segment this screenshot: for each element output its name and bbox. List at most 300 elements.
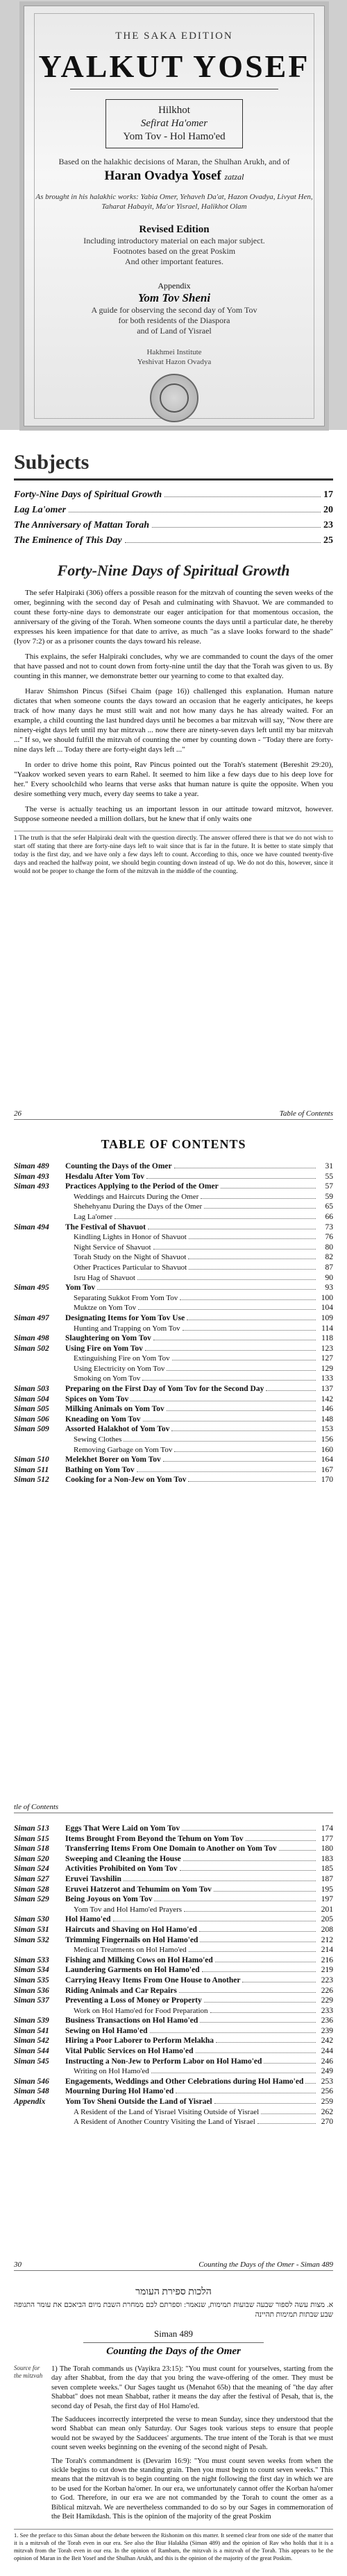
dot-leader bbox=[183, 1330, 316, 1331]
siman-paragraph: The Sadducees incorrectly interpreted the verse to mean Sunday, since they understood that the word Shabbat can mean only Saturday. Our Sages took various steps to ensure that people would not be swayed by the Sadducees' arguments. The true intent of the Torah is that we must count seven weeks beginning on the evening of the second night of Pesah. bbox=[51, 2416, 333, 2452]
essay-paragraph: In order to drive home this point, Rav Pincus pointed out the Torah's statement (Bereshit 29:20), "Yaakov worked seven years to earn Rahel. It seemed to him like a few days due to his deep love for her." Every schoolchild who learns that verse asks that human nature is quite the opposite. When you desire something very much, every day seems to take a year. bbox=[14, 761, 333, 798]
essay-section bbox=[14, 562, 333, 881]
toc-entry[interactable] bbox=[14, 2046, 333, 2057]
toc-siman: Siman 544 bbox=[14, 2047, 49, 2056]
toc-title: Hol Hamo'ed bbox=[65, 1915, 111, 1924]
cover-box-line: Hilkhot bbox=[158, 105, 190, 116]
subject-page: 23 bbox=[323, 520, 333, 530]
subject-page: 17 bbox=[323, 490, 333, 500]
toc-page: 148 bbox=[321, 1415, 333, 1424]
toc-title: Designating Items for Yom Tov Use bbox=[65, 1313, 185, 1322]
toc-siman: Siman 495 bbox=[14, 1283, 49, 1293]
toc-title: A Resident of the Land of Yisrael Visiting Outside of Yisrael bbox=[74, 2107, 260, 2116]
essay-paragraph: The sefer Halpiraki (306) offers a possible reason for the mitzvah of counting the seven weeks of the omer, beginning with the second day of Pesah and culminating with Shavuot. We are commanded to count these forty-nine days to demonstrate our eager anticipation for that momentous occasion, the anniversary of the giving of the Torah. When someone counts the days until a particular date, he thereby expresses his keen impatience for that date to arrive, as much "as a slave looks forward to the shade" (Iyov 7:2) or as a prisoner counts the days toward his release. bbox=[14, 589, 333, 646]
dot-leader bbox=[189, 1951, 316, 1952]
toc-page: 253 bbox=[321, 2077, 333, 2086]
toc-page: 223 bbox=[321, 1976, 333, 1985]
dot-leader bbox=[279, 1850, 316, 1851]
toc-entry[interactable] bbox=[14, 1834, 333, 1844]
dot-leader bbox=[184, 1911, 316, 1912]
dot-leader bbox=[138, 1309, 316, 1310]
siman-489-page bbox=[14, 2281, 333, 2562]
toc-entry[interactable] bbox=[14, 2016, 333, 2026]
toc-title: Eruvei Tavshilin bbox=[65, 1874, 121, 1883]
subject-title: Forty-Nine Days of Spiritual Growth bbox=[14, 490, 162, 500]
toc-title: Hunting and Trapping on Yom Tov bbox=[74, 1324, 180, 1333]
dot-leader bbox=[163, 1461, 316, 1462]
toc-entry[interactable] bbox=[14, 1945, 333, 1955]
toc-title: Extinguishing Fire on Yom Tov bbox=[74, 1354, 170, 1363]
cover-edition: THE SAKA EDITION bbox=[115, 31, 233, 42]
subject-entry[interactable] bbox=[14, 503, 333, 518]
toc-entry[interactable] bbox=[14, 1182, 333, 1192]
toc-title: Yom Tov and Hol Hamo'ed Prayers bbox=[74, 1905, 183, 1914]
essay-heading: Forty-Nine Days of Spiritual Growth bbox=[57, 562, 290, 579]
toc-page: 244 bbox=[321, 2047, 333, 2056]
siman-footnote: 1. See the preface to this Siman about the debate between the Rishonim on this matter. It seemed clear from one side of the matter that it is a mitzvah of the Torah even in our era. See also the Biur Halakha (Siman 489) and the opinion of Rav who holds that it is a mitzvah from the Torah even in our era. In the opinion of Rambam, the mitzvah is a mitzvah of the Torah. This appears to be the opinion of Maran in the Beit Yosef and the Shulhan Arukh, and this is the opinion of the majority of the great Poskim. bbox=[14, 2529, 333, 2562]
toc-entry[interactable] bbox=[14, 1283, 333, 1293]
toc-title: Separating Sukkot From Yom Tov bbox=[74, 1293, 178, 1302]
cover-revised-heading: Revised Edition bbox=[139, 224, 210, 235]
cover-sources: As brought in his halakhic works: Yabia Omer, Yehaveh Da'at, Hazon Ovadya, Livyat Hen, Taharat Habayit, Ma'or Yisrael, Halikhot Olam bbox=[35, 193, 313, 211]
toc-page: 118 bbox=[321, 1334, 333, 1343]
dot-leader bbox=[189, 1238, 316, 1239]
toc-title: Riding Animals and Car Repairs bbox=[65, 1986, 177, 1995]
toc-title: Melekhet Borer on Yom Tov bbox=[65, 1455, 161, 1464]
toc-entry[interactable] bbox=[14, 1243, 333, 1253]
toc-page: 153 bbox=[321, 1425, 333, 1434]
toc-page: 156 bbox=[321, 1435, 333, 1444]
toc-entry[interactable] bbox=[14, 1252, 333, 1263]
toc-page: 262 bbox=[321, 2107, 333, 2116]
toc-page: 57 bbox=[325, 1182, 333, 1191]
dot-leader bbox=[182, 1830, 316, 1831]
toc-title: Kindling Lights in Honor of Shavuot bbox=[74, 1233, 187, 1242]
dot-leader bbox=[183, 1860, 316, 1861]
dot-leader bbox=[201, 1198, 316, 1199]
toc-page: 185 bbox=[321, 1865, 333, 1874]
dot-leader bbox=[200, 2022, 316, 2023]
dot-leader bbox=[210, 2012, 316, 2013]
toc-siman: Appendix bbox=[14, 2098, 46, 2107]
toc-entry[interactable] bbox=[14, 1303, 333, 1313]
dot-leader bbox=[188, 1481, 316, 1482]
toc-page: 226 bbox=[321, 1986, 333, 1995]
toc-heading: TABLE OF CONTENTS bbox=[101, 1137, 246, 1151]
toc-page: 180 bbox=[321, 1844, 333, 1853]
toc-page: 201 bbox=[321, 1905, 333, 1914]
toc-siman: Siman 512 bbox=[14, 1476, 49, 1485]
toc-page: 205 bbox=[321, 1915, 333, 1924]
cover-box-line: Yom Tov - Hol Hamo'ed bbox=[123, 131, 226, 142]
toc-title: Cooking for a Non-Jew on Yom Tov bbox=[65, 1476, 187, 1485]
toc-page: 229 bbox=[321, 1996, 333, 2005]
toc-entry[interactable] bbox=[14, 2117, 333, 2127]
subject-entry[interactable] bbox=[14, 487, 333, 503]
dot-leader bbox=[97, 1289, 316, 1290]
toc-entry[interactable] bbox=[14, 1374, 333, 1384]
toc-page: 259 bbox=[321, 2098, 333, 2107]
dot-leader bbox=[137, 1279, 316, 1280]
toc-page: 170 bbox=[321, 1476, 333, 1485]
toc-entry[interactable] bbox=[14, 1894, 333, 1905]
toc-siman: Siman 528 bbox=[14, 1885, 49, 1894]
toc-title: Assorted Halakhot of Yom Tov bbox=[65, 1425, 170, 1434]
toc-entry[interactable] bbox=[14, 1161, 333, 1172]
toc-entry[interactable] bbox=[14, 1232, 333, 1243]
toc-title: The Festival of Shavuot bbox=[65, 1222, 146, 1231]
toc-page: 197 bbox=[321, 1895, 333, 1904]
toc-entry[interactable] bbox=[14, 1874, 333, 1885]
toc-title: Spices on Yom Tov bbox=[65, 1394, 129, 1403]
cover-box-line: Sefirat Ha'omer bbox=[140, 118, 208, 129]
toc-title: Being Joyous on Yom Tov bbox=[65, 1895, 153, 1904]
toc-title: Writing on Hol Hamo'ed bbox=[74, 2067, 149, 2076]
toc-entry[interactable] bbox=[14, 1435, 333, 1445]
toc-entry[interactable] bbox=[14, 1172, 333, 1182]
toc-page: 80 bbox=[325, 1243, 333, 1252]
toc-entry[interactable] bbox=[14, 2097, 333, 2107]
toc-title: Yom Tov Sheni Outside the Land of Yisrael bbox=[65, 2098, 212, 2107]
dot-leader bbox=[246, 1840, 316, 1841]
toc-entry[interactable] bbox=[14, 1824, 333, 1834]
toc-title: Torah Study on the Night of Shavuot bbox=[74, 1253, 187, 1262]
toc-siman: Siman 530 bbox=[14, 1915, 49, 1924]
toc-entry[interactable] bbox=[14, 1445, 333, 1455]
subject-title: Lag La'omer bbox=[14, 505, 67, 515]
toc-page: 246 bbox=[321, 2057, 333, 2066]
toc-page: 133 bbox=[321, 1374, 333, 1383]
toc-entry[interactable] bbox=[14, 1293, 333, 1304]
toc-title: Engagements, Weddings and Other Celebrations during Hol Hamo'ed bbox=[65, 2077, 304, 2086]
toc-page: 31 bbox=[325, 1162, 333, 1170]
toc-siman: Siman 535 bbox=[14, 1976, 49, 1985]
toc-page: 66 bbox=[325, 1212, 333, 1221]
toc-entry[interactable] bbox=[14, 1996, 333, 2006]
toc-siman: Siman 511 bbox=[14, 1465, 49, 1474]
toc-title: Isru Hag of Shavuot bbox=[74, 1273, 135, 1282]
publisher-seal-icon bbox=[150, 374, 198, 422]
toc-title: Removing Garbage on Yom Tov bbox=[74, 1445, 173, 1454]
toc-page: 160 bbox=[321, 1445, 333, 1454]
siman-paragraph: The Torah's commandment is (Devarim 16:9): "You must count seven weeks from when the sickle begins to cut down the standing grain. Then you must begin to count seven weeks." This means that the mitzvah is to begin counting on the night following the first day in which we are to be used for the Korban ha'omer. In our era, we unfortunately cannot offer the Korban ha'omer to God. Therefore, in our era we are not commanded by the Torah to count the omer as a Biblical mitzvah. We are nevertheless commanded to do so by our Sages in commemoration of the Beit Hamikdash. This is the opinion of the majority of the great Poskim bbox=[51, 2457, 333, 2521]
toc-page: 233 bbox=[321, 2006, 333, 2015]
toc-siman: Siman 520 bbox=[14, 1854, 49, 1863]
toc-entry[interactable] bbox=[14, 1324, 333, 1334]
toc-title: Slaughtering on Yom Tov bbox=[65, 1334, 151, 1343]
toc-entry[interactable] bbox=[14, 1976, 333, 1986]
toc-page: 76 bbox=[325, 1233, 333, 1242]
toc-page: 137 bbox=[321, 1385, 333, 1394]
toc-page: 90 bbox=[325, 1273, 333, 1282]
toc-page: 174 bbox=[321, 1824, 333, 1833]
toc-entry[interactable] bbox=[14, 1192, 333, 1202]
toc-entry[interactable] bbox=[14, 2006, 333, 2016]
dot-leader bbox=[137, 1471, 316, 1472]
toc-title: Vital Public Services on Hol Hamo'ed bbox=[65, 2047, 194, 2056]
toc-siman: Siman 532 bbox=[14, 1935, 49, 1944]
toc-siman: Siman 518 bbox=[14, 1844, 49, 1853]
essay-footnote: 1 The truth is that the sefer Halpiraki dealt with the question directly. The answer offered there is that we do not wish to start off stating that there are forty-nine days left to wait since that is far in the future. It is better to state simply that today is the first day, and we have only a few days left to count. According to this, once we have counted twenty-five days and reached the halfway point, we should begin counting down instead of up. We do not do this, however, since it would not be proper to change the form of the mitzvah in the middle of the counting. bbox=[14, 831, 333, 876]
toc-entry[interactable] bbox=[14, 1344, 333, 1354]
toc-title: Trimming Fingernails on Hol Hamo'ed bbox=[65, 1935, 198, 1944]
dot-leader bbox=[180, 1870, 316, 1871]
toc-entry[interactable] bbox=[14, 1885, 333, 1895]
dot-leader bbox=[264, 2063, 316, 2064]
toc-siman: Siman 546 bbox=[14, 2077, 49, 2086]
toc-page: 177 bbox=[321, 1834, 333, 1843]
hebrew-text: א. מצות עשה לספור שבעה שבועות תמימות, שנאמר: וספרתם לכם ממחרת השבת מיום הביאכם את עומר התנופה שבע שבתות תמימות תהיינה bbox=[14, 2301, 333, 2319]
toc-siman: Siman 493 bbox=[14, 1172, 49, 1181]
toc-siman: Siman 498 bbox=[14, 1334, 49, 1343]
toc-title: Sewing Clothes bbox=[74, 1435, 122, 1444]
toc-entry[interactable] bbox=[14, 1202, 333, 1212]
dot-leader bbox=[196, 2052, 316, 2053]
toc-entry[interactable] bbox=[14, 1986, 333, 1996]
toc-entry[interactable] bbox=[14, 1935, 333, 1946]
toc-entry[interactable] bbox=[14, 1465, 333, 1476]
toc-siman: Siman 489 bbox=[14, 1162, 49, 1170]
toc-page: 114 bbox=[321, 1324, 333, 1333]
dot-leader bbox=[204, 2002, 316, 2003]
toc-entry[interactable] bbox=[14, 2066, 333, 2077]
toc-siman: Siman 497 bbox=[14, 1313, 49, 1322]
toc-entry[interactable] bbox=[14, 1455, 333, 1465]
toc-page: 195 bbox=[321, 1885, 333, 1894]
subject-title: The Anniversary of Mattan Torah bbox=[14, 520, 149, 530]
toc-siman: Siman 509 bbox=[14, 1425, 49, 1434]
cover-appendix-title: Yom Tov Sheni bbox=[137, 291, 211, 304]
toc-title: Work on Hol Hamo'ed for Food Preparation bbox=[74, 2006, 208, 2015]
toc-entry[interactable] bbox=[14, 2036, 333, 2046]
toc-entry[interactable] bbox=[14, 1955, 333, 1966]
toc-title: Haircuts and Shaving on Hol Hamo'ed bbox=[65, 1925, 197, 1934]
toc-entry[interactable] bbox=[14, 1925, 333, 1935]
siman-label: Siman 489 bbox=[154, 2328, 193, 2339]
toc-entry[interactable] bbox=[14, 1354, 333, 1364]
toc-title: Hesdalu After Yom Tov bbox=[65, 1172, 145, 1181]
toc-entry[interactable] bbox=[14, 1404, 333, 1415]
toc-title: Mourning During Hol Hamo'ed bbox=[65, 2087, 174, 2096]
subject-entry[interactable] bbox=[14, 533, 333, 548]
toc-siman: Siman 524 bbox=[14, 1865, 49, 1874]
toc-entry[interactable] bbox=[14, 1333, 333, 1344]
toc-page: 214 bbox=[321, 1946, 333, 1955]
dot-leader bbox=[305, 2083, 316, 2084]
cover-appendix-label: Appendix bbox=[158, 281, 191, 291]
toc-title: Activities Prohibited on Yom Tov bbox=[65, 1865, 178, 1874]
dot-leader bbox=[204, 1208, 316, 1209]
toc-entry[interactable] bbox=[14, 1424, 333, 1435]
toc-entry[interactable] bbox=[14, 1844, 333, 1854]
toc-title: Practices Applying to the Period of the Omer bbox=[65, 1182, 219, 1191]
toc-page: 236 bbox=[321, 2016, 333, 2025]
dot-leader bbox=[179, 1992, 316, 1993]
toc-siman: Siman 539 bbox=[14, 2016, 49, 2025]
toc-entry[interactable] bbox=[14, 1273, 333, 1283]
toc-entry[interactable] bbox=[14, 2086, 333, 2097]
toc-title: Preparing on the First Day of Yom Tov for the Second Day bbox=[65, 1385, 264, 1394]
toc-title: Using Fire on Yom Tov bbox=[65, 1344, 143, 1353]
toc-page: 242 bbox=[321, 2037, 333, 2046]
toc-title: Eggs That Were Laid on Yom Tov bbox=[65, 1824, 180, 1833]
toc-title: Milking Animals on Yom Tov bbox=[65, 1405, 164, 1414]
siman-title: Counting the Days of the Omer bbox=[106, 2346, 241, 2357]
toc-title: Muktze on Yom Tov bbox=[74, 1304, 137, 1313]
toc-entry[interactable] bbox=[14, 1864, 333, 1874]
dot-leader bbox=[164, 496, 321, 497]
toc-entry[interactable] bbox=[14, 2107, 333, 2118]
toc-siman: Siman 529 bbox=[14, 1895, 49, 1904]
toc-entry[interactable] bbox=[14, 1854, 333, 1865]
toc-siman: Siman 545 bbox=[14, 2057, 49, 2066]
toc-page: 219 bbox=[321, 1966, 333, 1975]
toc-title: Lag La'omer bbox=[74, 1212, 113, 1221]
toc-entry[interactable] bbox=[14, 2057, 333, 2067]
essay-paragraph: This explains, the sefer Halpiraki concludes, why we are commanded to count the days of the omer that have passed and not to count down from forty-nine until the day that the Torah was given to us. By counting in this manner, we demonstrate better our yearning to come to that exalted day. bbox=[14, 652, 333, 680]
toc-page: 183 bbox=[321, 1854, 333, 1863]
toc-title: Instructing a Non-Jew to Perform Labor on Hol Hamo'ed bbox=[65, 2057, 262, 2066]
toc-entry[interactable] bbox=[14, 1415, 333, 1425]
toc-title: Shehehyanu During the Days of the Omer bbox=[74, 1202, 203, 1211]
toc-title: Using Electricity on Yom Tov bbox=[74, 1364, 165, 1373]
toc-entry[interactable] bbox=[14, 2026, 333, 2037]
toc-entry[interactable] bbox=[14, 1222, 333, 1233]
subjects-heading: Subjects bbox=[14, 451, 90, 474]
toc-siman: Siman 548 bbox=[14, 2087, 49, 2096]
dot-leader bbox=[214, 1891, 316, 1892]
toc-page: 65 bbox=[325, 1202, 333, 1211]
toc-entry[interactable] bbox=[14, 1394, 333, 1405]
toc-page: 249 bbox=[321, 2067, 333, 2076]
dot-leader bbox=[153, 1249, 316, 1250]
toc-page: 87 bbox=[325, 1263, 333, 1272]
cover-title: YALKUT YOSEF bbox=[38, 49, 310, 84]
toc-entry[interactable] bbox=[14, 1905, 333, 1915]
dot-leader bbox=[125, 542, 321, 543]
table-of-contents-continued bbox=[14, 1824, 333, 2127]
toc-siman: Siman 541 bbox=[14, 2026, 49, 2035]
toc-title: Eruvei Hatzerot and Tehumim on Yom Tov bbox=[65, 1885, 212, 1894]
toc-page: 55 bbox=[325, 1172, 333, 1181]
cover-revised-line: Including introductory material on each major subject. bbox=[83, 236, 265, 245]
dot-leader bbox=[150, 2032, 316, 2033]
page-header: tle of Contents bbox=[14, 1803, 333, 1813]
toc-title: Transferring Items From One Domain to Another on Yom Tov bbox=[65, 1844, 277, 1853]
toc-page: 109 bbox=[321, 1313, 333, 1322]
toc-title: Business Transactions on Hol Hamo'ed bbox=[65, 2016, 198, 2025]
toc-siman: Siman 515 bbox=[14, 1834, 49, 1843]
toc-title: Carrying Heavy Items From One House to Another bbox=[65, 1976, 241, 1985]
toc-page: 100 bbox=[321, 1293, 333, 1302]
toc-title: Kneading on Yom Tov bbox=[65, 1415, 141, 1424]
toc-siman: Siman 542 bbox=[14, 2037, 49, 2046]
cover-revised-line: And other important features. bbox=[125, 257, 223, 266]
toc-entry[interactable] bbox=[14, 1384, 333, 1394]
toc-siman: Siman 513 bbox=[14, 1824, 49, 1833]
toc-siman: Siman 536 bbox=[14, 1986, 49, 1995]
toc-title: Medical Treatments on Hol Hamo'ed bbox=[74, 1946, 187, 1955]
essay-paragraph: The verse is actually teaching us an important lesson in our attitude toward mitzvot, however. Suppose someone needed a million dollars, but he knew that if only waits one bbox=[14, 805, 333, 823]
toc-title: Counting the Days of the Omer bbox=[65, 1162, 172, 1170]
dot-leader bbox=[266, 1390, 316, 1391]
page-header: 30 Counting the Days of the Omer - Siman 489 bbox=[14, 2261, 333, 2271]
toc-page: 212 bbox=[321, 1935, 333, 1944]
toc-page: 73 bbox=[325, 1222, 333, 1231]
dot-leader bbox=[146, 1178, 316, 1179]
toc-title: Sewing on Hol Hamo'ed bbox=[65, 2026, 148, 2035]
toc-title: Fishing and Milking Cows on Hol Hamo'ed bbox=[65, 1955, 213, 1964]
cover-appendix-line: and of Land of Yisrael bbox=[137, 326, 212, 336]
dot-leader bbox=[257, 2123, 316, 2124]
cover-subject-box bbox=[105, 99, 242, 148]
toc-title: Night Service of Shavuot bbox=[74, 1243, 151, 1252]
toc-entry[interactable] bbox=[14, 1475, 333, 1485]
toc-entry[interactable] bbox=[14, 1212, 333, 1222]
page-header: 26 Table of Contents bbox=[14, 1109, 333, 1120]
toc-entry[interactable] bbox=[14, 1263, 333, 1273]
toc-title: Weddings and Haircuts During the Omer bbox=[74, 1192, 199, 1201]
toc-siman: Siman 494 bbox=[14, 1222, 49, 1231]
toc-siman: Siman 506 bbox=[14, 1415, 49, 1424]
toc-title: Hiring a Poor Laborer to Perform Melakha bbox=[65, 2037, 214, 2046]
cover-publisher: Hakhmei Institute Yeshivat Hazon Ovadya bbox=[137, 348, 212, 366]
margin-note: Source for the mitzvah bbox=[14, 2365, 43, 2379]
toc-entry[interactable] bbox=[14, 1965, 333, 1976]
toc-siman: Siman 493 bbox=[14, 1182, 49, 1191]
toc-page: 104 bbox=[321, 1304, 333, 1313]
dot-leader bbox=[202, 1971, 316, 1972]
toc-entry[interactable] bbox=[14, 1914, 333, 1925]
cover-based-on: Based on the halakhic decisions of Maran, the Shulhan Arukh, and of bbox=[58, 157, 290, 166]
dot-leader bbox=[167, 1370, 316, 1371]
toc-page: 142 bbox=[321, 1394, 333, 1403]
book-cover bbox=[0, 0, 347, 430]
toc-page: 239 bbox=[321, 2026, 333, 2035]
toc-siman: Siman 537 bbox=[14, 1996, 49, 2005]
toc-entry[interactable] bbox=[14, 2077, 333, 2087]
cover-panel bbox=[24, 6, 325, 426]
toc-page: 82 bbox=[325, 1253, 333, 1262]
toc-page: 256 bbox=[321, 2087, 333, 2096]
toc-siman: Siman 505 bbox=[14, 1405, 49, 1414]
toc-siman: Siman 502 bbox=[14, 1344, 49, 1353]
toc-title: Smoking on Yom Tov bbox=[74, 1374, 141, 1383]
toc-title: Preventing a Loss of Money or Property bbox=[65, 1996, 202, 2005]
toc-page: 146 bbox=[321, 1405, 333, 1414]
cover-author: Haran Ovadya Yosef zatzal bbox=[104, 168, 244, 183]
toc-entry[interactable] bbox=[14, 1364, 333, 1374]
dot-leader bbox=[142, 1380, 316, 1381]
cover-appendix-line: for both residents of the Diaspora bbox=[118, 315, 230, 325]
dot-leader bbox=[152, 527, 321, 528]
toc-page: 129 bbox=[321, 1364, 333, 1373]
subject-entry[interactable] bbox=[14, 518, 333, 533]
toc-page: 127 bbox=[321, 1354, 333, 1363]
toc-entry[interactable] bbox=[14, 1313, 333, 1324]
subject-page: 20 bbox=[323, 505, 333, 515]
dot-leader bbox=[261, 2113, 316, 2114]
toc-title: Bathing on Yom Tov bbox=[65, 1465, 135, 1474]
dot-leader bbox=[124, 1441, 316, 1442]
toc-siman: Siman 527 bbox=[14, 1874, 49, 1883]
toc-title: Other Practices Particular to Shavuot bbox=[74, 1263, 187, 1272]
toc-page: 270 bbox=[321, 2118, 333, 2127]
toc-title: A Resident of Another Country Visiting the Land of Yisrael bbox=[74, 2118, 255, 2127]
subject-page: 25 bbox=[323, 535, 333, 546]
toc-page: 59 bbox=[325, 1192, 333, 1201]
toc-page: 208 bbox=[321, 1925, 333, 1934]
